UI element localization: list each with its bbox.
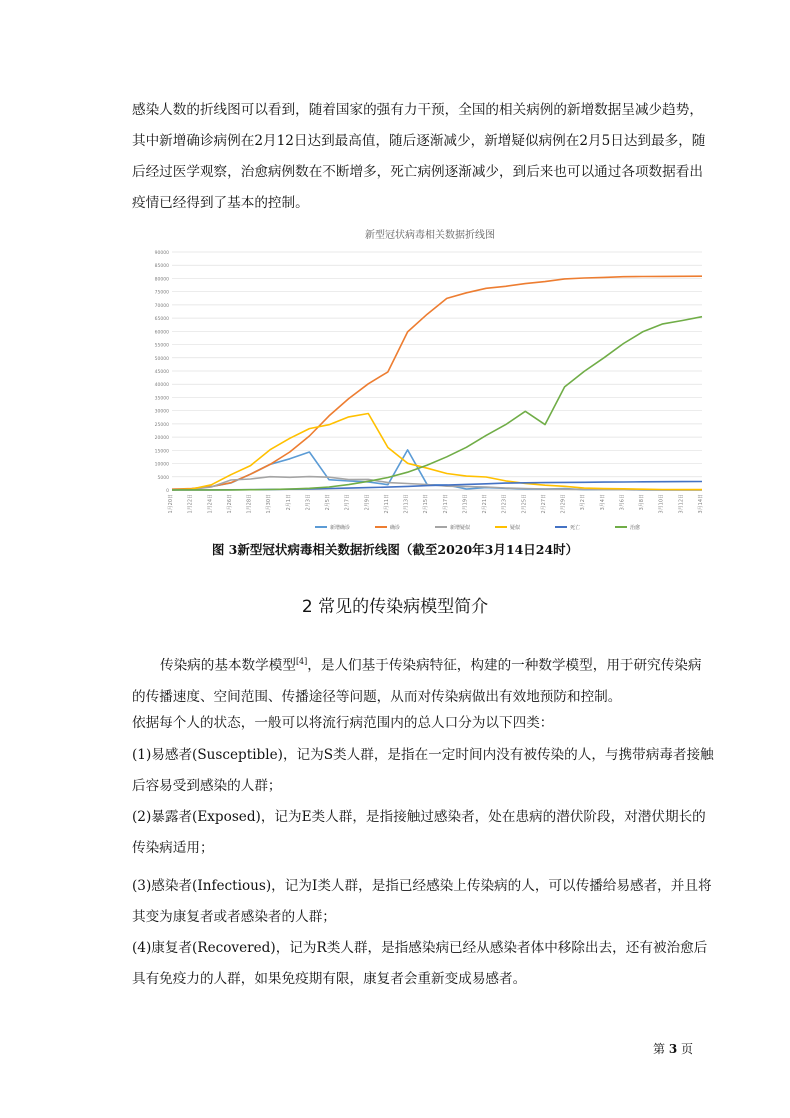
series-line-新增疑似	[172, 477, 702, 490]
legend-label: 新增疑似	[450, 525, 471, 531]
chart-legend	[315, 524, 640, 531]
y-axis-ticks	[155, 250, 169, 494]
classification-intro: 依据每个人的状态，一般可以将流行病范围内的总人口分为以下四类：	[132, 715, 554, 731]
y-tick-label: 90000	[154, 251, 169, 256]
y-tick-label: 15000	[154, 449, 169, 455]
chart-title: 新型冠状病毒相关数据折线图	[365, 230, 495, 241]
x-tick-label: 3月2日	[580, 494, 587, 511]
y-tick-label: 65000	[154, 317, 169, 323]
category-susceptible: (1)易感者(Susceptible)，记为S类人群，是指在一定时间内没有被传染的人，与携带病毒者接触后容易受到感染的人群；	[132, 747, 714, 794]
legend-label: 疑似	[510, 525, 521, 531]
figure-caption: 图 3新型冠状病毒相关数据折线图（截至2020年3月14日24时）	[211, 542, 579, 557]
citation-ref[interactable]: [4]	[295, 657, 308, 666]
x-tick-label: 2月21日	[482, 494, 489, 514]
x-tick-label: 2月23日	[501, 494, 508, 514]
x-tick-label: 3月6日	[619, 494, 626, 511]
x-tick-label: 1月24日	[207, 494, 214, 514]
footer-suffix: 页	[681, 1042, 694, 1056]
chart-svg	[150, 222, 710, 542]
y-tick-label: 50000	[154, 356, 169, 362]
x-tick-label: 1月30日	[266, 494, 273, 514]
x-tick-label: 2月19日	[462, 494, 469, 514]
x-tick-label: 2月5日	[325, 494, 332, 511]
series-line-确诊	[172, 276, 702, 489]
x-tick-label: 2月13日	[403, 494, 410, 514]
y-tick-label: 55000	[154, 343, 169, 349]
legend-label: 治愈	[630, 525, 641, 531]
legend-label: 死亡	[570, 525, 581, 531]
x-tick-label: 1月28日	[246, 494, 253, 514]
x-tick-label: 3月10日	[658, 494, 665, 514]
model-intro-pre: 传染病的基本数学模型	[160, 657, 296, 674]
model-intro-paragraph	[132, 646, 715, 713]
x-tick-label: 2月3日	[305, 494, 312, 511]
category-recovered: (4)康复者(Recovered)，记为R类人群，是指感染病已经从感染者体中移除出去，还有被治愈后具有免疫力的人群，如果免疫期有限，康复者会重新变成易感者。	[132, 940, 708, 987]
chart-grid	[172, 252, 702, 490]
y-tick-label: 40000	[154, 383, 169, 389]
section-heading: 2 常见的传染病模型简介	[301, 597, 489, 617]
model-intro-post: ，是人们基于传染病特征，构建的一种数学模型，用于研究传染病的传播速度、空间范围、传播途径等问题，从而对传染病做出有效地预防和控制。	[132, 657, 702, 705]
footer-prefix: 第	[653, 1042, 666, 1056]
category-exposed: (2)暴露者(Exposed)，记为E类人群，是指接触过感染者，处在患病的潜伏阶段，对潜伏期长的传染病适用；	[132, 809, 706, 856]
series-line-新增确诊	[172, 450, 702, 490]
page-number: 3	[668, 1042, 678, 1056]
y-tick-label: 75000	[154, 290, 169, 296]
y-tick-label: 20000	[154, 436, 169, 442]
x-tick-label: 2月9日	[364, 494, 371, 511]
category-infectious: (3)感染者(Infectious)，记为I类人群，是指已经感染上传染病的人，可以传播给易感者，并且将其变为康复者或者感染者的人群；	[132, 878, 712, 925]
y-tick-label: 10000	[154, 462, 169, 468]
x-tick-label: 2月29日	[560, 494, 567, 514]
x-axis-ticks	[167, 494, 704, 514]
x-tick-label: 3月14日	[698, 494, 704, 514]
y-tick-label: 45000	[154, 370, 169, 375]
x-tick-label: 1月22日	[187, 494, 194, 514]
x-tick-label: 1月20日	[168, 494, 174, 514]
y-tick-label: 25000	[154, 422, 169, 428]
intro-paragraph: 感染人数的折线图可以看到，随着国家的强有力干预，全国的相关病例的新增数据呈减少趋势，其中新增确诊病例在2月12日达到最高值，随后逐渐减少，新增疑似病例在2月5日达到最多，随后经过医学观察，治愈病例数在不断增多，死亡病例逐渐减少，到后来也可以通过各项数据看出疫情已经得到了基本的控制。	[132, 102, 706, 211]
y-tick-label: 60000	[154, 330, 169, 336]
y-tick-label: 80000	[154, 277, 169, 283]
y-tick-label: 35000	[154, 396, 169, 402]
y-tick-label: 0	[166, 489, 169, 494]
y-tick-label: 5000	[157, 475, 169, 481]
page-footer	[653, 1040, 693, 1057]
x-tick-label: 2月25日	[521, 494, 528, 514]
x-tick-label: 2月11日	[383, 494, 390, 514]
x-tick-label: 1月26日	[226, 494, 233, 514]
x-tick-label: 3月12日	[678, 494, 685, 514]
y-tick-label: 30000	[154, 409, 169, 415]
x-tick-label: 2月7日	[344, 494, 351, 511]
x-tick-label: 2月15日	[423, 494, 430, 514]
covid-line-chart	[150, 222, 710, 542]
legend-label: 确诊	[390, 525, 401, 531]
chart-series-lines	[172, 276, 702, 490]
y-tick-label: 85000	[154, 264, 169, 270]
y-tick-label: 70000	[154, 303, 169, 309]
legend-label: 新增确诊	[330, 525, 351, 531]
x-tick-label: 3月8日	[639, 494, 646, 511]
x-tick-label: 2月17日	[442, 494, 449, 514]
x-tick-label: 3月4日	[599, 494, 606, 511]
x-tick-label: 2月1日	[285, 494, 292, 511]
x-tick-label: 2月27日	[540, 494, 547, 514]
